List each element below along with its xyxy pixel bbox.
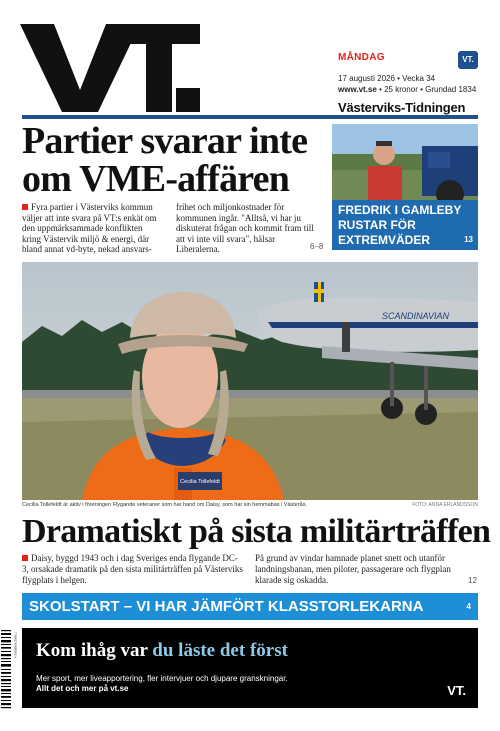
plane-livery-text: SCANDINAVIAN [382,311,450,321]
photo-credit: FOTO: ANNA ERLANDSSON [412,502,478,508]
second-ingress-text2: På grund av vindar hamnade planet snett och utanför landningsbanan, men piloter, passagerare och flygplan klarade sig oskadda. [255,553,451,585]
second-ingress-text1: Daisy, byggd 1943 och i dag Sveriges enda flygande DC-3, orsakade dramatik på den sista militärträffen på Västerviks flygplats i helgen. [22,553,243,585]
banner-text: SKOLSTART – VI HAR JÄMFÖRT KLASSTORLEKARNA [29,598,424,615]
name-badge: Cecilia Tollefeldt [180,479,220,485]
footer-promo[interactable] [22,628,478,708]
bullet-icon [22,204,28,210]
teaser-box[interactable] [332,200,478,250]
info-line [338,84,480,95]
website-link[interactable]: www.vt.se [338,85,377,94]
school-banner[interactable] [22,593,478,620]
second-ingress-col2 [255,553,465,586]
photo-caption: Cecilia Tollefeldt är aktiv i föreningen Flygande veteraner som har hand om Daisy, som har sin hemmabas i Västerås. [22,502,308,508]
footer-line1: Mer sport, mer liveapportering, fler intervjuer och djupare granskningar. [36,674,288,683]
footer-title [36,640,464,662]
barcode-number: 7 388176 805203 4 [13,632,18,658]
top-headline[interactable]: Partier svarar inte om VME-affären [22,120,308,200]
main-photo[interactable] [22,262,478,500]
teaser-page-ref: 13 [464,235,473,244]
weekday: MÅNDAG [338,52,385,63]
footer-logo: VT. [447,683,466,698]
price-line: • 25 kronor • Grundad 1834 [376,85,477,94]
top-ingress-col2 [176,202,316,255]
footer-line2[interactable]: Allt det och mer på vt.se [36,684,129,693]
top-page-ref: 6–8 [310,242,324,251]
barcode [0,628,16,710]
teaser-photo[interactable] [332,124,478,208]
vt-badge: VT. [458,51,478,69]
top-ingress-col1 [22,202,162,255]
second-headline[interactable]: Dramatiskt på sista militärträffen [22,513,491,550]
second-ingress-col1 [22,553,244,586]
paper-name: Västerviks-Tidningen [338,100,466,115]
bullet-icon [22,555,28,561]
second-page-ref: 12 [468,576,477,585]
top-ingress-text2: frihet och miljonkostnader för kommunen ingår. "Alltså, vi har ju diskuterat frågan och kommit fram till att vi inte vill svara", hälsar Liberalerna. [176,202,314,254]
teaser-text: FREDRIK I GAMLEBY RUSTAR FÖR EXTREMVÄDER [338,203,462,247]
footer-title-start: Kom ihåg var [36,640,153,661]
top-ingress-text1: Fyra partier i Västerviks kommun väljer att inte svara på VT:s enkät om den uppmärksammade konflikten kring Västervik miljö & energi, där bland annat vd-byte, nekad ansvars- [22,202,157,254]
date-line: 17 augusti 2026 • Vecka 34 [338,74,436,83]
banner-page-ref: 4 [466,602,471,611]
footer-title-accent: du läste det först [152,640,288,661]
masthead-rule [22,115,478,119]
vt-logo [20,24,200,112]
